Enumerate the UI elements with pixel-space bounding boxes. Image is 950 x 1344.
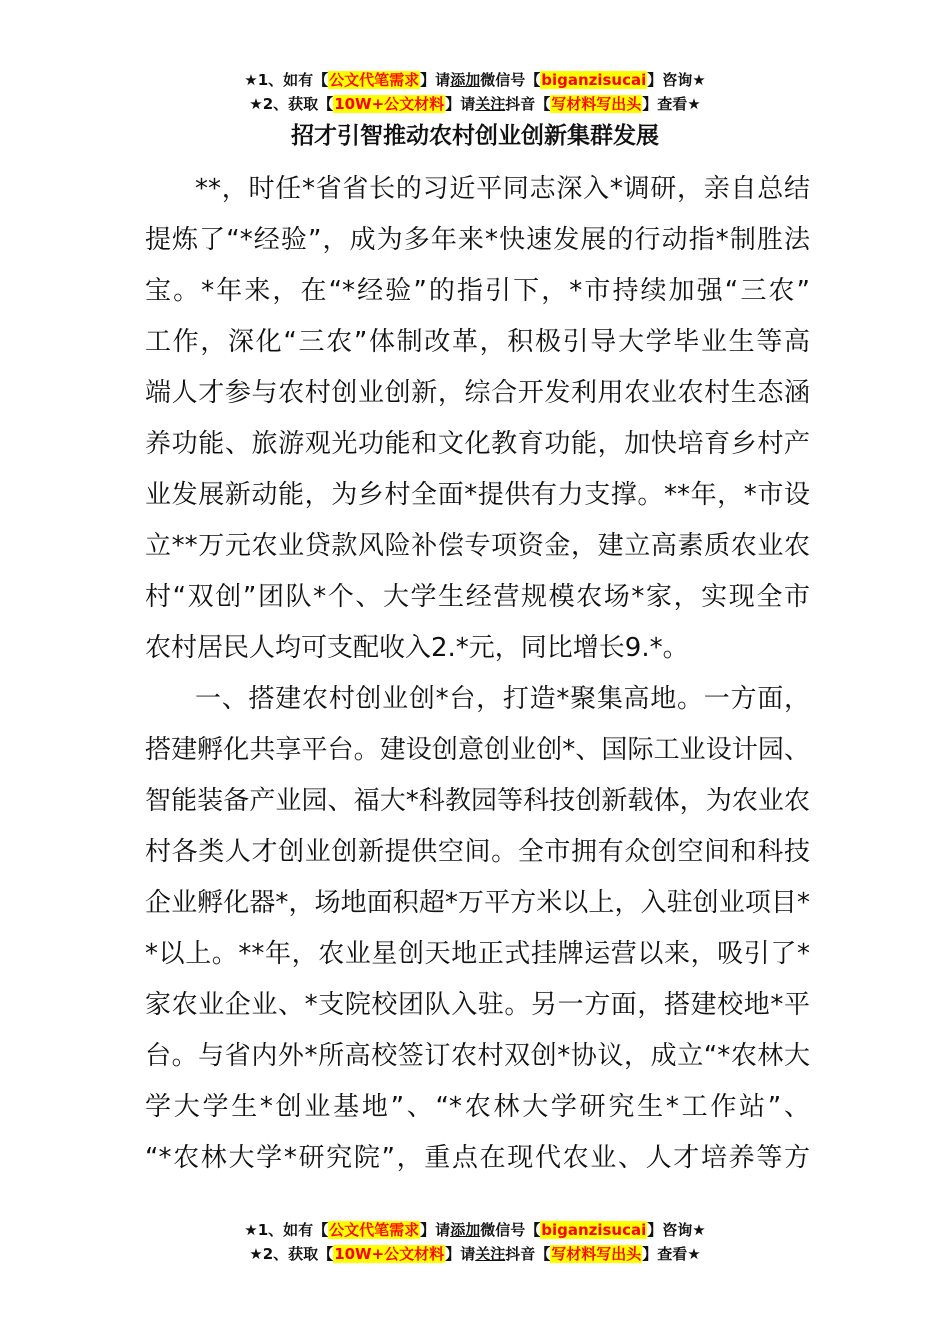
banner-text: 】请 [445,95,476,113]
banner-text: ★1、如有【 [244,71,329,89]
banner-line-1 [0,68,950,92]
footer-banner [0,1218,950,1266]
banner-text: 微信号【 [480,1221,541,1239]
body-line: 立**万元农业贷款风险补偿专项资金，建立高素质农业农 [145,531,810,561]
banner-text: 】请 [445,1245,476,1263]
body-line: 家农业企业、*支院校团队入驻。另一方面，搭建校地*平 [145,990,810,1020]
body-line: 业发展新动能，为乡村全面*提供有力支撑。**年，*市设 [145,480,810,510]
body-line: 工作，深化“三农”体制改革，积极引导大学毕业生等高 [145,327,810,357]
body-line: 提炼了“*经验”，成为多年来*快速发展的行动指*制胜法 [145,225,810,255]
body-line: *以上。**年，农业星创天地正式挂牌运营以来，吸引了* [145,939,810,969]
banner-underlined: 添加 [450,71,481,89]
banner-underlined: 添加 [450,1221,481,1239]
document-body [145,164,810,1184]
banner-highlight: 10W+公文材料 [334,1245,445,1263]
banner-text: 抖音【 [505,95,551,113]
body-line: 养功能、旅游观光功能和文化教育功能，加快培育乡村产 [145,429,810,459]
banner-highlight: biganzisucai [541,1221,647,1239]
body-line: 台。与省内外*所高校签订农村双创*协议，成立“*农林大 [145,1041,810,1071]
banner-highlight: 公文代笔需求 [329,1221,420,1239]
body-line: **，时任*省省长的习近平同志深入*调研，亲自总结 [195,174,810,204]
banner-highlight: 10W+公文材料 [334,95,445,113]
banner-text: 】查看★ [642,1245,701,1263]
body-line: 村“双创”团队*个、大学生经营规模农场*家，实现全市 [145,582,810,612]
banner-underlined: 关注 [475,95,506,113]
banner-highlight: 写材料写出头 [551,95,642,113]
banner-highlight: 公文代笔需求 [329,71,420,89]
banner-text: 】查看★ [642,95,701,113]
body-line: 端人才参与农村创业创新，综合开发利用农业农村生态涵 [145,378,810,408]
banner-text: 】咨询★ [647,71,706,89]
banner-text: 】请 [420,1221,451,1239]
body-line: 农村居民人均可支配收入2.*元，同比增长9.*。 [145,633,689,663]
body-line: 村各类人才创业创新提供空间。全市拥有众创空间和科技 [145,837,810,867]
header-banner [0,68,950,116]
body-line: 企业孵化器*，场地面积超*万平方米以上，入驻创业项目* [145,888,810,918]
body-line: “*农林大学*研究院”，重点在现代农业、人才培养等方 [145,1143,810,1173]
body-line: 一、搭建农村创业创*台，打造*聚集高地。一方面， [195,684,810,714]
banner-text: ★2、获取【 [249,95,334,113]
banner-line-2 [0,1242,950,1266]
banner-text: 】咨询★ [647,1221,706,1239]
banner-text: 抖音【 [505,1245,551,1263]
banner-text: ★1、如有【 [244,1221,329,1239]
document-title: 招才引智推动农村创业创新集群发展 [291,123,659,149]
body-line: 宝。*年来，在“*经验”的指引下，*市持续加强“三农” [145,276,810,306]
banner-highlight: biganzisucai [541,71,647,89]
banner-text: 微信号【 [480,71,541,89]
banner-highlight: 写材料写出头 [551,1245,642,1263]
body-line: 学大学生*创业基地”、“*农林大学研究生*工作站”、 [145,1092,810,1122]
banner-line-2 [0,92,950,116]
banner-text: ★2、获取【 [249,1245,334,1263]
body-line: 搭建孵化共享平台。建设创意创业创*、国际工业设计园、 [145,735,810,765]
body-line: 智能装备产业园、福大*科教园等科技创新载体，为农业农 [145,786,810,816]
banner-text: 】请 [420,71,451,89]
banner-line-1 [0,1218,950,1242]
banner-underlined: 关注 [475,1245,506,1263]
